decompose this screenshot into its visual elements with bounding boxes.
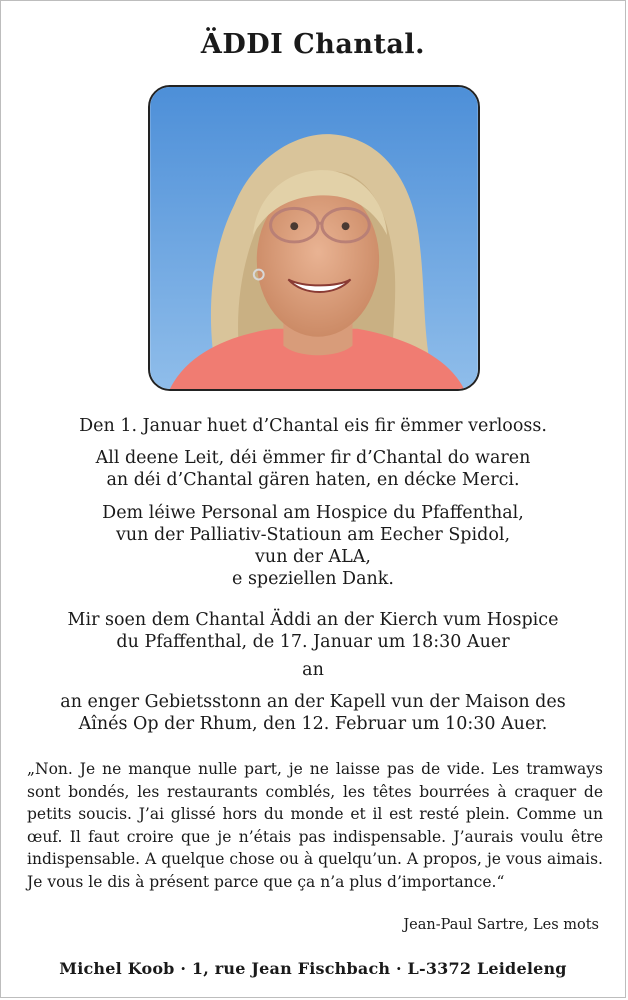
notice-title: ÄDDI Chantal. <box>200 29 426 60</box>
death-announcement: Den 1. Januar huet d’Chantal eis fir ëmmer verlooss. <box>79 416 547 436</box>
prayer-line: Aînés Op der Rhum, den 12. Februar um 10:30 Auer. <box>78 714 548 734</box>
quote-attribution: Jean-Paul Sartre, Les mots <box>403 917 599 933</box>
farewell-line: du Pfaffenthal, de 17. Januar um 18:30 Auer <box>116 632 510 652</box>
connector-word: an <box>302 660 324 680</box>
farewell-line: Mir soen dem Chantal Äddi an der Kierch vum Hospice <box>67 610 559 630</box>
staff-thanks-paragraph <box>1 502 625 590</box>
funeral-home-footer: Michel Koob · 1, rue Jean Fischbach · L-3372 Leideleng <box>59 959 567 978</box>
staff-thanks-line: Dem léiwe Personal am Hospice du Pfaffenthal, <box>102 503 524 523</box>
sartre-quote: „Non. Je ne manque nulle part, je ne laisse pas de vide. Les tramways sont bondés, les restaurants comblés, les têtes bourrées à craquer de petits soucis. J’ai glissé hors du monde et il est resté plein. Comme un œuf. Il faut croire que je n’étais pas indispensable. J’aurais voulu être indispensable. A quelque chose ou à quelqu’un. A propos, je vous aimais. Je vous le dis à présent parce que ça n’a plus d’importance.“ <box>27 760 603 891</box>
thanks-line: an déi d’Chantal gären haten, en décke Merci. <box>106 470 520 490</box>
staff-thanks-line: vun der Palliativ-Statioun am Eecher Spidol, <box>115 525 511 545</box>
prayer-line: an enger Gebietsstonn an der Kapell vun der Maison des <box>60 692 566 712</box>
prayer-hour-paragraph <box>1 691 625 735</box>
thanks-paragraph <box>1 447 625 491</box>
thanks-line: All deene Leit, déi ëmmer fir d’Chantal do waren <box>95 448 531 468</box>
staff-thanks-line: vun der ALA, <box>255 547 371 567</box>
farewell-church-paragraph <box>1 609 625 653</box>
staff-thanks-line: e speziellen Dank. <box>232 569 394 589</box>
portrait-photo <box>148 85 480 391</box>
